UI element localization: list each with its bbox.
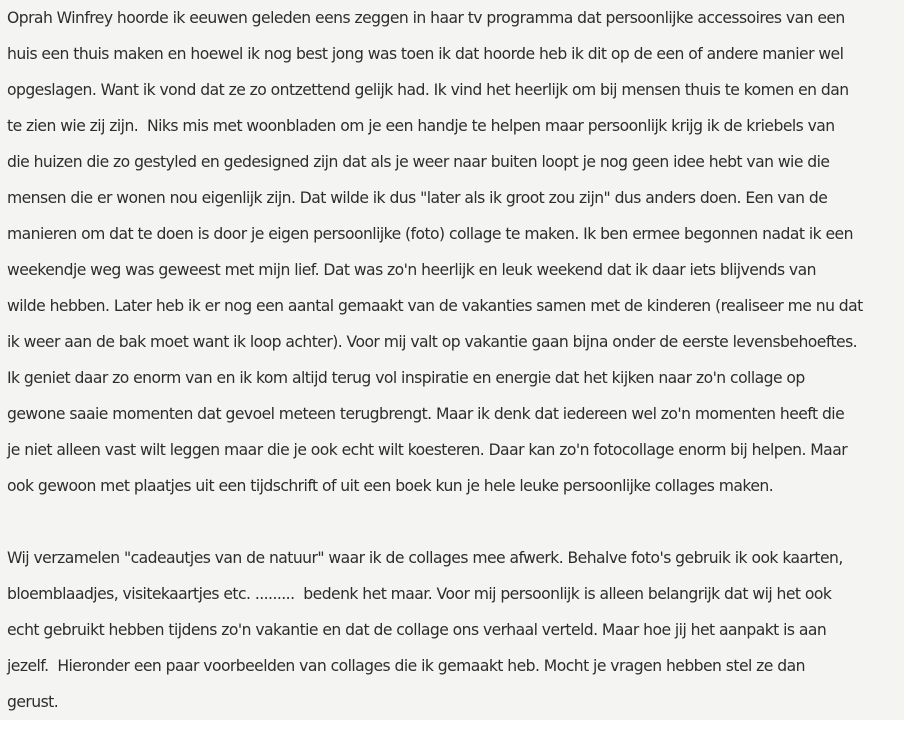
text-line: jezelf. Hieronder een paar voorbeelden van collages die ik gemaakt heb. Mocht je vragen hebben stel ze dan — [7, 657, 805, 675]
text-line: Wij verzamelen "cadeautjes van de natuur" waar ik de collages mee afwerk. Behalve foto's gebruik ik ook kaarten, — [7, 549, 843, 567]
text-line: opgeslagen. Want ik vond dat ze zo ontzettend gelijk had. Ik vind het heerlijk om bij mensen thuis te komen en dan — [7, 81, 849, 99]
text-line: manieren om dat te doen is door je eigen persoonlijke (foto) collage te maken. Ik ben ermee begonnen nadat ik een — [7, 225, 853, 243]
text-line: Ik geniet daar zo enorm van en ik kom altijd terug vol inspiratie en energie dat het kijken naar zo'n collage op — [7, 369, 805, 387]
text-line: te zien wie zij zijn. Niks mis met woonbladen om je een handje te helpen maar persoonlijk krijg ik de kriebels van — [7, 117, 835, 135]
text-line: Oprah Winfrey hoorde ik eeuwen geleden eens zeggen in haar tv programma dat persoonlijke accessoires van een — [7, 9, 845, 27]
text-line: huis een thuis maken en hoewel ik nog best jong was toen ik dat hoorde heb ik dit op de een of andere manier wel — [7, 45, 844, 63]
text-line: weekendje weg was geweest met mijn lief. Dat was zo'n heerlijk en leuk weekend dat ik daar iets blijvends van — [7, 261, 816, 279]
text-line: ik weer aan de bak moet want ik loop achter). Voor mij valt op vakantie gaan bijna onder de eerste levensbehoeftes. — [7, 333, 858, 351]
text-line: gerust. — [7, 693, 59, 711]
text-line: gewone saaie momenten dat gevoel meteen terugbrengt. Maar ik denk dat iedereen wel zo'n momenten heeft die — [7, 405, 845, 423]
text-line: mensen die er wonen nou eigenlijk zijn. Dat wilde ik dus "later als ik groot zou zijn" dus anders doen. Een van de — [7, 189, 828, 207]
text-line: echt gebruikt hebben tijdens zo'n vakantie en dat de collage ons verhaal verteld. Maar hoe jij het aanpakt is aan — [7, 621, 827, 639]
paragraph-intro — [7, 0, 904, 504]
text-line: wilde hebben. Later heb ik er nog een aantal gemaakt van de vakanties samen met de kinderen (realiseer me nu dat — [7, 297, 863, 315]
text-line: die huizen die zo gestyled en gedesigned zijn dat als je weer naar buiten loopt je nog geen idee hebt van wie die — [7, 153, 830, 171]
text-line: bloemblaadjes, visitekaartjes etc. ......... bedenk het maar. Voor mij persoonlijk is alleen belangrijk dat wij het ook — [7, 585, 832, 603]
text-line: ook gewoon met plaatjes uit een tijdschrift of uit een boek kun je hele leuke persoonlijke collages maken. — [7, 477, 774, 495]
paragraph-collages — [7, 540, 904, 720]
text-line: je niet alleen vast wilt leggen maar die je ook echt wilt koesteren. Daar kan zo'n fotocollage enorm bij helpen. Maar — [7, 441, 848, 459]
